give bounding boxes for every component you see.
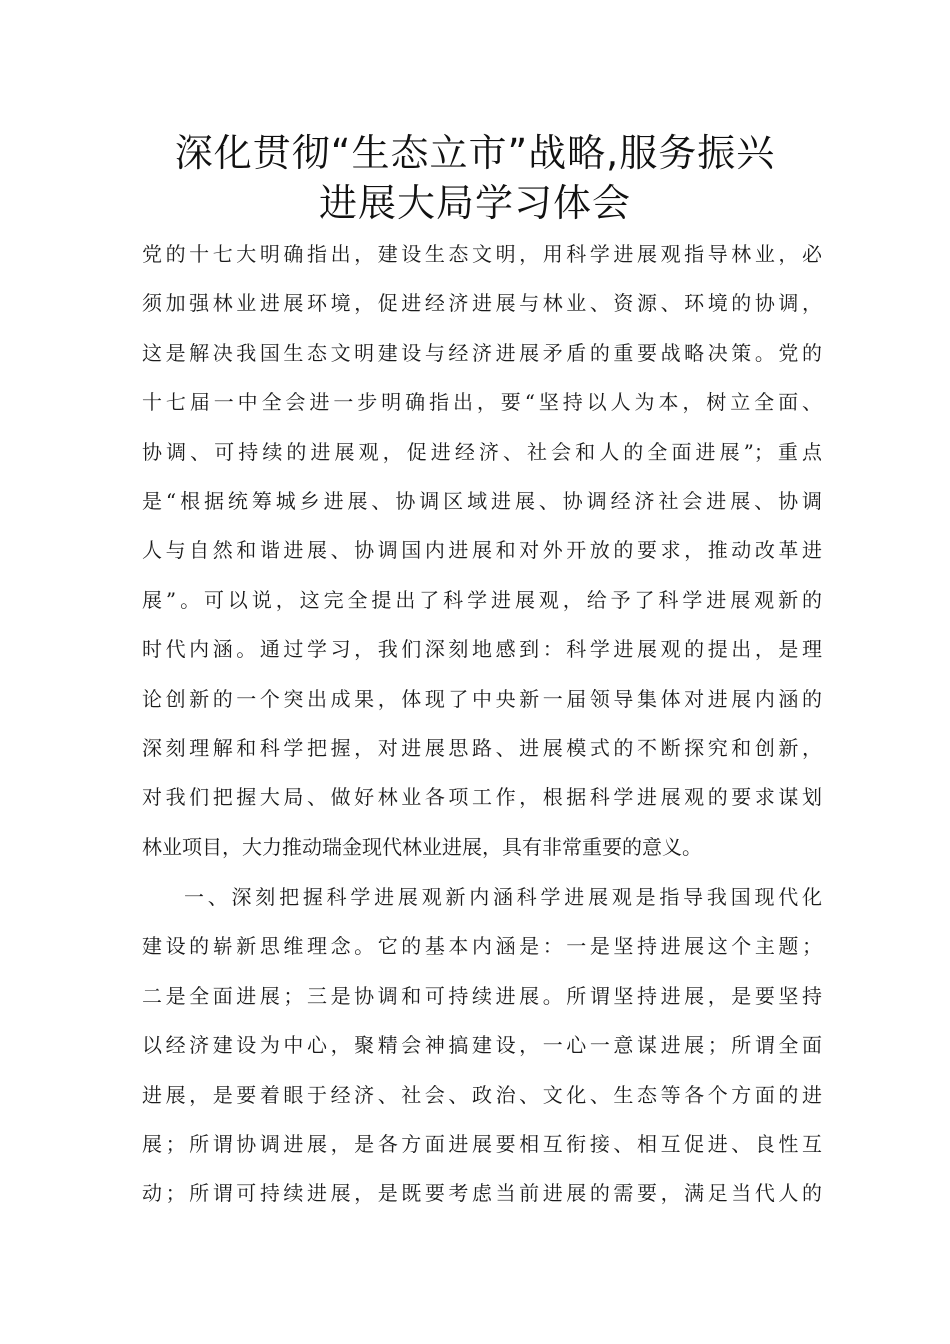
paragraph-1 [142, 230, 822, 872]
paragraph-line: 须加强林业进展环境，促进经济进展与林业、资源、环境的协调， [142, 291, 822, 316]
paragraph-2 [142, 873, 822, 1219]
paragraph-line: 协调、可持续的进展观，促进经济、社会和人的全面进展”；重点 [142, 439, 822, 464]
paragraph-line: 进展，是要着眼于经济、社会、政治、文化、生态等各个方面的进 [142, 1082, 822, 1107]
paragraph-line: 建设的崭新思维理念。它的基本内涵是：一是坚持进展这个主题； [142, 934, 822, 959]
paragraph-line: 对我们把握大局、做好林业各项工作，根据科学进展观的要求谋划 [142, 785, 822, 810]
paragraph-line: 深刻理解和科学把握，对进展思路、进展模式的不断探究和创新， [142, 735, 822, 760]
paragraph-line: 时代内涵。通过学习，我们深刻地感到：科学进展观的提出，是理 [142, 637, 822, 662]
paragraph-line: 以经济建设为中心，聚精会神搞建设，一心一意谋进展；所谓全面 [142, 1033, 822, 1058]
paragraph-line: 人与自然和谐进展、协调国内进展和对外开放的要求，推动改革进 [142, 538, 822, 563]
paragraph-line: 党的十七大明确指出，建设生态文明，用科学进展观指导林业，必 [142, 242, 822, 266]
paragraph-line: 论创新的一个突出成果，体现了中央新一届领导集体对进展内涵的 [142, 686, 822, 711]
paragraph-line: 展；所谓协调进展，是各方面进展要相互衔接、相互促进、良性互 [142, 1131, 822, 1156]
document-title-line-2: 进展大局学习体会 [318, 181, 631, 225]
paragraph-line: 十七届一中全会进一步明确指出，要“坚持以人为本，树立全面、 [142, 390, 822, 415]
document-title-line-1: 深化贯彻“生态立市”战略,服务振兴 [174, 131, 776, 175]
paragraph-line: 林业项目，大力推动瑞金现代林业进展，具有非常重要的意义。 [142, 834, 702, 859]
paragraph-line: 二是全面进展；三是协调和可持续进展。所谓坚持进展，是要坚持 [142, 983, 822, 1008]
paragraph-line: 一、深刻把握科学进展观新内涵科学进展观是指导我国现代化 [184, 885, 822, 909]
paragraph-line: 这是解决我国生态文明建设与经济进展矛盾的重要战略决策。党的 [142, 340, 822, 365]
paragraph-line: 动；所谓可持续进展，是既要考虑当前进展的需要，满足当代人的 [142, 1181, 822, 1206]
paragraph-line: 是“根据统筹城乡进展、协调区域进展、协调经济社会进展、协调 [142, 488, 822, 513]
paragraph-line: 展”。可以说，这完全提出了科学进展观，给予了科学进展观新的 [142, 587, 822, 612]
